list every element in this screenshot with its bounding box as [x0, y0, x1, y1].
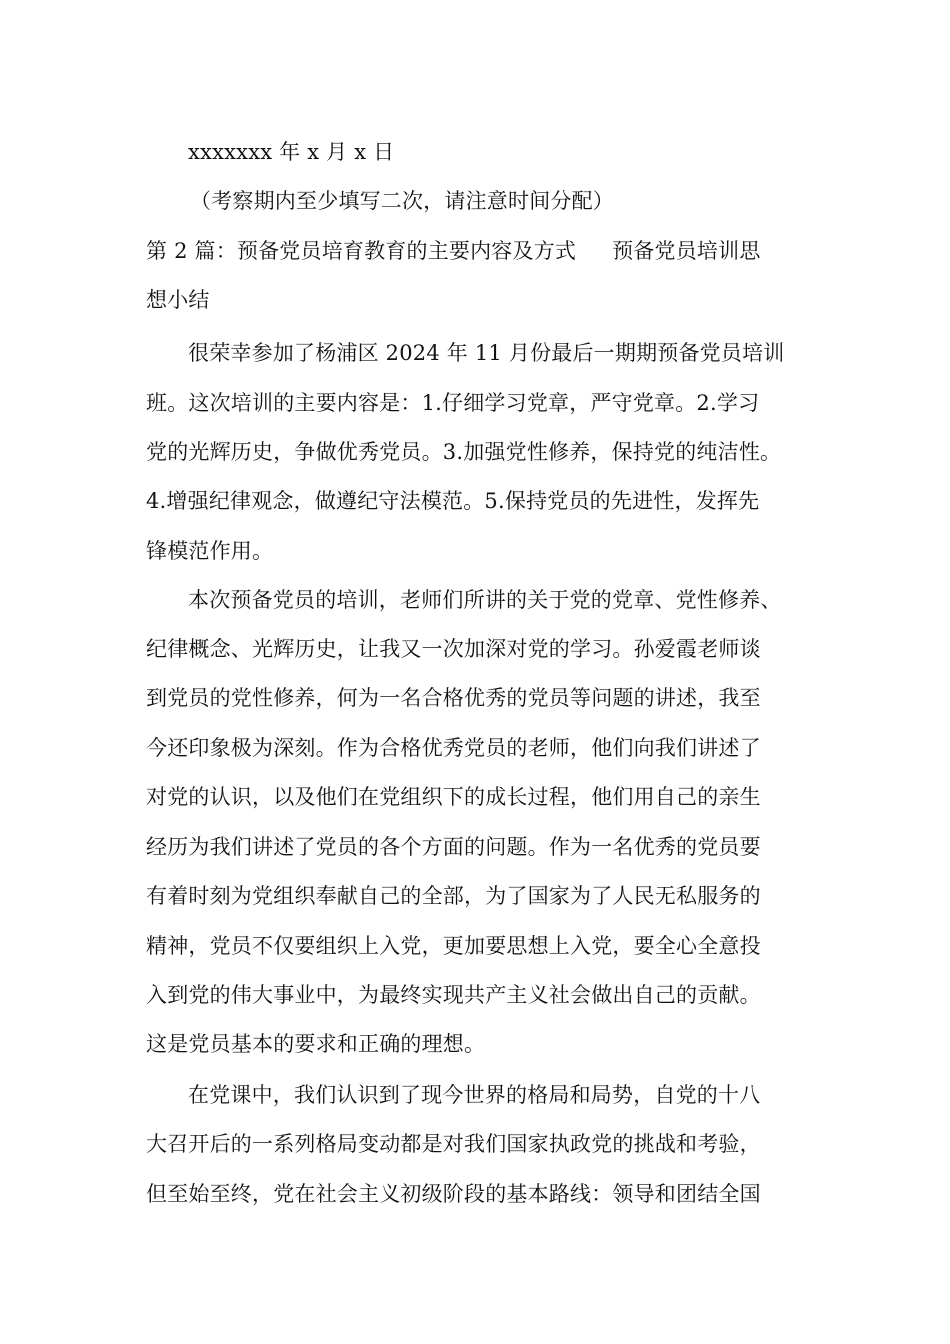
paragraph-2-line-2: 纪律概念、光辉历史，让我又一次加深对党的学习。孙爱霞老师谈 — [146, 637, 761, 661]
paragraph-2-line-1: 本次预备党员的培训，老师们所讲的关于党的党章、党性修养、 — [188, 588, 782, 612]
section-heading-title: 第 2 篇：预备党员培育教育的主要内容及方式 — [146, 239, 577, 263]
note-line: （考察期内至少填写二次，请注意时间分配） — [190, 189, 614, 213]
section-heading-continued: 想小结 — [146, 288, 210, 312]
paragraph-2-line-10: 这是党员基本的要求和正确的理想。 — [146, 1032, 486, 1056]
paragraph-2-line-8: 精神，党员不仅要组织上入党，更加要思想上入党，要全心全意投 — [146, 934, 761, 958]
paragraph-2-line-5: 对党的认识，以及他们在党组织下的成长过程，他们用自己的亲生 — [146, 785, 761, 809]
paragraph-2-line-4: 今还印象极为深刻。作为合格优秀党员的老师，他们向我们讲述了 — [146, 736, 761, 760]
paragraph-2-line-3: 到党员的党性修养，何为一名合格优秀的党员等问题的讲述，我至 — [146, 686, 761, 710]
section-heading-subtitle: 预备党员培训思 — [612, 239, 761, 263]
paragraph-2-line-7: 有着时刻为党组织奉献自己的全部，为了国家为了人民无私服务的 — [146, 884, 761, 908]
paragraph-3-line-2: 大召开后的一系列格局变动都是对我们国家执政党的挑战和考验， — [146, 1132, 761, 1156]
date-line: xxxxxxx 年 x 月 x 日 — [188, 140, 395, 164]
paragraph-1-line-4: 4.增强纪律观念，做遵纪守法模范。5.保持党员的先进性，发挥先 — [146, 489, 760, 513]
paragraph-1-line-2: 班。这次培训的主要内容是：1.仔细学习党章，严守党章。2.学习 — [146, 391, 760, 415]
paragraph-3-line-1: 在党课中，我们认识到了现今世界的格局和局势，自党的十八 — [188, 1083, 761, 1107]
paragraph-3-line-3: 但至始至终，党在社会主义初级阶段的基本路线：领导和团结全国 — [146, 1182, 761, 1206]
paragraph-1-line-5: 锋模范作用。 — [146, 539, 274, 563]
paragraph-2-line-9: 入到党的伟大事业中，为最终实现共产主义社会做出自己的贡献。 — [146, 983, 761, 1007]
paragraph-2-line-6: 经历为我们讲述了党员的各个方面的问题。作为一名优秀的党员要 — [146, 835, 761, 859]
section-heading — [146, 236, 836, 266]
paragraph-1-line-3: 党的光辉历史，争做优秀党员。3.加强党性修养，保持党的纯洁性。 — [146, 440, 782, 464]
paragraph-1-line-1: 很荣幸参加了杨浦区 2024 年 11 月份最后一期期预备党员培训 — [188, 341, 785, 365]
